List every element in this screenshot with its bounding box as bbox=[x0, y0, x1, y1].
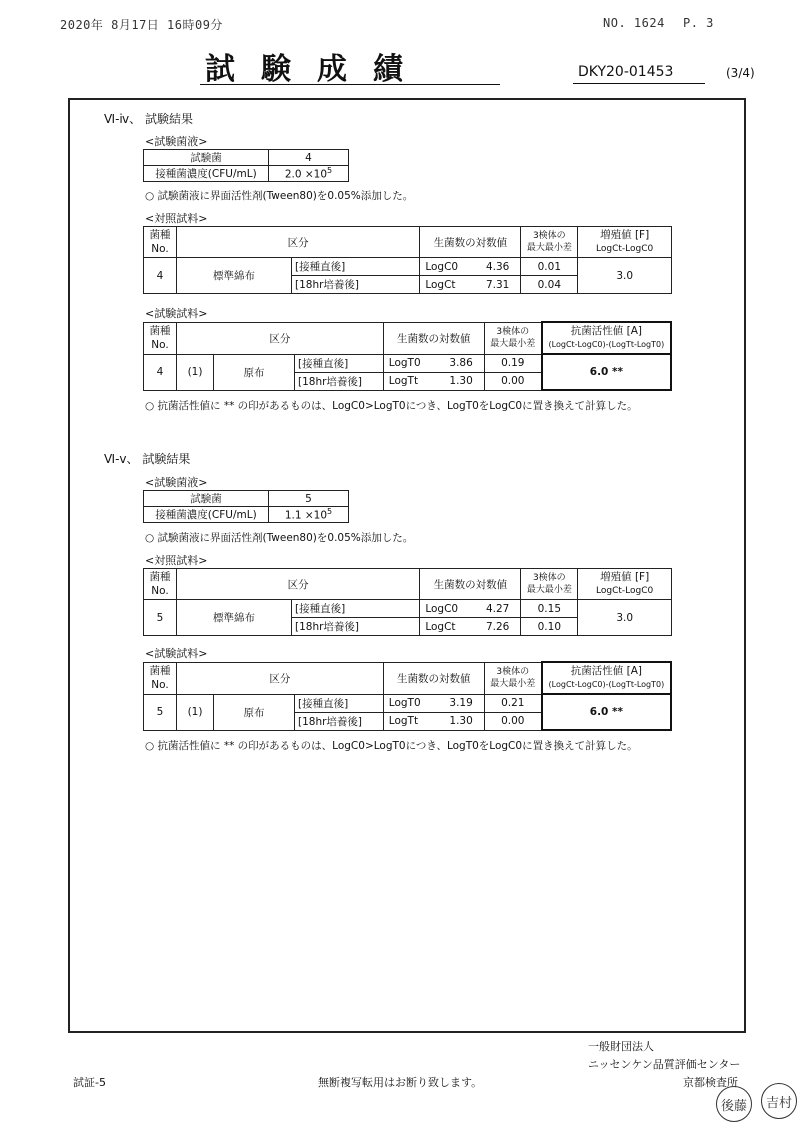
inoculum-table bbox=[143, 149, 349, 182]
concentration-value: 2.0 ×10 bbox=[284, 168, 328, 181]
antibacterial-value: 6.0 ** bbox=[542, 354, 671, 390]
diff-value: 0.00 bbox=[484, 712, 542, 730]
page-info: (3/4) bbox=[726, 66, 755, 80]
strain-no: 4 bbox=[144, 258, 177, 294]
header-diff: 3検体の 最大最小差 bbox=[484, 322, 542, 354]
concentration-exponent: 5 bbox=[327, 507, 333, 517]
personal-seal: 後藤 bbox=[716, 1086, 752, 1122]
diff-value: 0.04 bbox=[521, 276, 578, 294]
header-growth-value: 増殖値 [F] LogCt-LogC0 bbox=[578, 227, 672, 258]
control-label: <対照試料> bbox=[145, 212, 208, 225]
section-heading: Ⅵ-ⅳ、 試験結果 bbox=[104, 112, 193, 126]
log-cell: LogTt 1.30 bbox=[383, 712, 484, 730]
test-table bbox=[143, 321, 672, 391]
strain-no: 4 bbox=[144, 354, 177, 390]
diff-value: 0.10 bbox=[521, 618, 578, 636]
concentration-label: 接種菌濃度(CFU/mL) bbox=[144, 166, 269, 182]
header-antibacterial-value: 抗菌活性値 [A] (LogCt-LogC0)-(LogTt-LogT0) bbox=[542, 662, 671, 694]
header-log: 生菌数の対数値 bbox=[420, 569, 521, 600]
title-underline bbox=[200, 84, 500, 85]
control-label: <対照試料> bbox=[145, 554, 208, 567]
log-cell: LogC0 4.27 bbox=[420, 600, 521, 618]
test-label: <試験試料> bbox=[145, 647, 208, 660]
test-table bbox=[143, 661, 672, 731]
document-number: DKY20-01453 bbox=[578, 64, 674, 80]
header-antibacterial-value: 抗菌活性値 [A] (LogCt-LogC0)-(LogTt-LogT0) bbox=[542, 322, 671, 354]
time-label: [接種直後] bbox=[292, 258, 420, 276]
sample-name: 原布 bbox=[214, 694, 295, 730]
time-label: [18hr培養後] bbox=[295, 712, 384, 730]
diff-value: 0.00 bbox=[484, 372, 542, 390]
growth-value: 3.0 bbox=[578, 600, 672, 636]
log-cell: LogTt 1.30 bbox=[383, 372, 484, 390]
inoculum-label: <試験菌液> bbox=[145, 476, 208, 489]
concentration-cell bbox=[269, 507, 349, 523]
sample-name: 標準綿布 bbox=[177, 258, 292, 294]
growth-value: 3.0 bbox=[578, 258, 672, 294]
header-category: 区分 bbox=[177, 322, 384, 354]
time-label: [接種直後] bbox=[295, 694, 384, 712]
fax-page: P. 3 bbox=[683, 16, 714, 30]
diff-value: 0.15 bbox=[521, 600, 578, 618]
header-strain-no: 菌種 No. bbox=[144, 227, 177, 258]
time-label: [18hr培養後] bbox=[295, 372, 384, 390]
document-title: 試験成績 bbox=[205, 52, 429, 87]
inoculum-table bbox=[143, 490, 349, 523]
strain-no: 5 bbox=[144, 600, 177, 636]
header-strain-no: 菌種 No. bbox=[144, 569, 177, 600]
inoculum-note: ○ 試験菌液に界面活性剤(Tween80)を0.05%添加した。 bbox=[145, 532, 414, 544]
log-cell: LogCt 7.26 bbox=[420, 618, 521, 636]
header-diff: 3検体の 最大最小差 bbox=[521, 227, 578, 258]
log-cell: LogCt 7.31 bbox=[420, 276, 521, 294]
header-category: 区分 bbox=[177, 662, 384, 694]
header-strain-no: 菌種 No. bbox=[144, 662, 177, 694]
header-category: 区分 bbox=[177, 569, 420, 600]
org-branch: 京都検査所 bbox=[683, 1076, 738, 1089]
time-label: [18hr培養後] bbox=[292, 618, 420, 636]
control-table bbox=[143, 568, 672, 636]
inoculum-label: <試験菌液> bbox=[145, 135, 208, 148]
inoculum-note: ○ 試験菌液に界面活性剤(Tween80)を0.05%添加した。 bbox=[145, 190, 414, 202]
org-type: 一般財団法人 bbox=[588, 1040, 654, 1053]
test-label: <試験試料> bbox=[145, 307, 208, 320]
test-note: ○ 抗菌活性値に ** の印があるものは、LogC0>LogT0につき、LogT0をLogC0に置き換えて計算した。 bbox=[145, 740, 638, 752]
strain-label: 試験菌 bbox=[144, 491, 269, 507]
header-strain-no: 菌種 No. bbox=[144, 322, 177, 354]
sample-sub-no: (1) bbox=[177, 354, 214, 390]
antibacterial-value: 6.0 ** bbox=[542, 694, 671, 730]
strain-label: 試験菌 bbox=[144, 150, 269, 166]
doc-number-underline bbox=[573, 83, 705, 84]
concentration-cell bbox=[269, 166, 349, 182]
header-log: 生菌数の対数値 bbox=[383, 322, 484, 354]
concentration-value: 1.1 ×10 bbox=[284, 509, 328, 522]
concentration-exponent: 5 bbox=[327, 166, 333, 176]
header-category: 区分 bbox=[177, 227, 420, 258]
section-heading: Ⅵ-ⅴ、 試験結果 bbox=[104, 452, 191, 466]
log-cell: LogC0 4.36 bbox=[420, 258, 521, 276]
strain-value: 4 bbox=[269, 150, 349, 166]
log-cell: LogT0 3.86 bbox=[383, 354, 484, 372]
personal-seal: 吉村 bbox=[761, 1083, 797, 1119]
sample-name: 原布 bbox=[214, 354, 295, 390]
time-label: [18hr培養後] bbox=[292, 276, 420, 294]
header-log: 生菌数の対数値 bbox=[420, 227, 521, 258]
concentration-label: 接種菌濃度(CFU/mL) bbox=[144, 507, 269, 523]
diff-value: 0.01 bbox=[521, 258, 578, 276]
fax-datetime: 2020年 8月17日 16時09分 bbox=[60, 18, 223, 32]
time-label: [接種直後] bbox=[295, 354, 384, 372]
strain-no: 5 bbox=[144, 694, 177, 730]
diff-value: 0.21 bbox=[484, 694, 542, 712]
header-diff: 3検体の 最大最小差 bbox=[521, 569, 578, 600]
org-name: ニッセンケン品質評価センター bbox=[588, 1058, 741, 1071]
test-note: ○ 抗菌活性値に ** の印があるものは、LogC0>LogT0につき、LogT0をLogC0に置き換えて計算した。 bbox=[145, 400, 638, 412]
fax-number: NO. 1624 bbox=[603, 16, 665, 30]
log-cell: LogT0 3.19 bbox=[383, 694, 484, 712]
control-table bbox=[143, 226, 672, 294]
sample-name: 標準綿布 bbox=[177, 600, 292, 636]
header-diff: 3検体の 最大最小差 bbox=[484, 662, 542, 694]
form-id: 試証-5 bbox=[73, 1076, 106, 1089]
header-growth-value: 増殖値 [F] LogCt-LogC0 bbox=[578, 569, 672, 600]
copy-notice: 無断複写転用はお断り致します。 bbox=[318, 1076, 483, 1089]
time-label: [接種直後] bbox=[292, 600, 420, 618]
header-log: 生菌数の対数値 bbox=[383, 662, 484, 694]
sample-sub-no: (1) bbox=[177, 694, 214, 730]
strain-value: 5 bbox=[269, 491, 349, 507]
diff-value: 0.19 bbox=[484, 354, 542, 372]
